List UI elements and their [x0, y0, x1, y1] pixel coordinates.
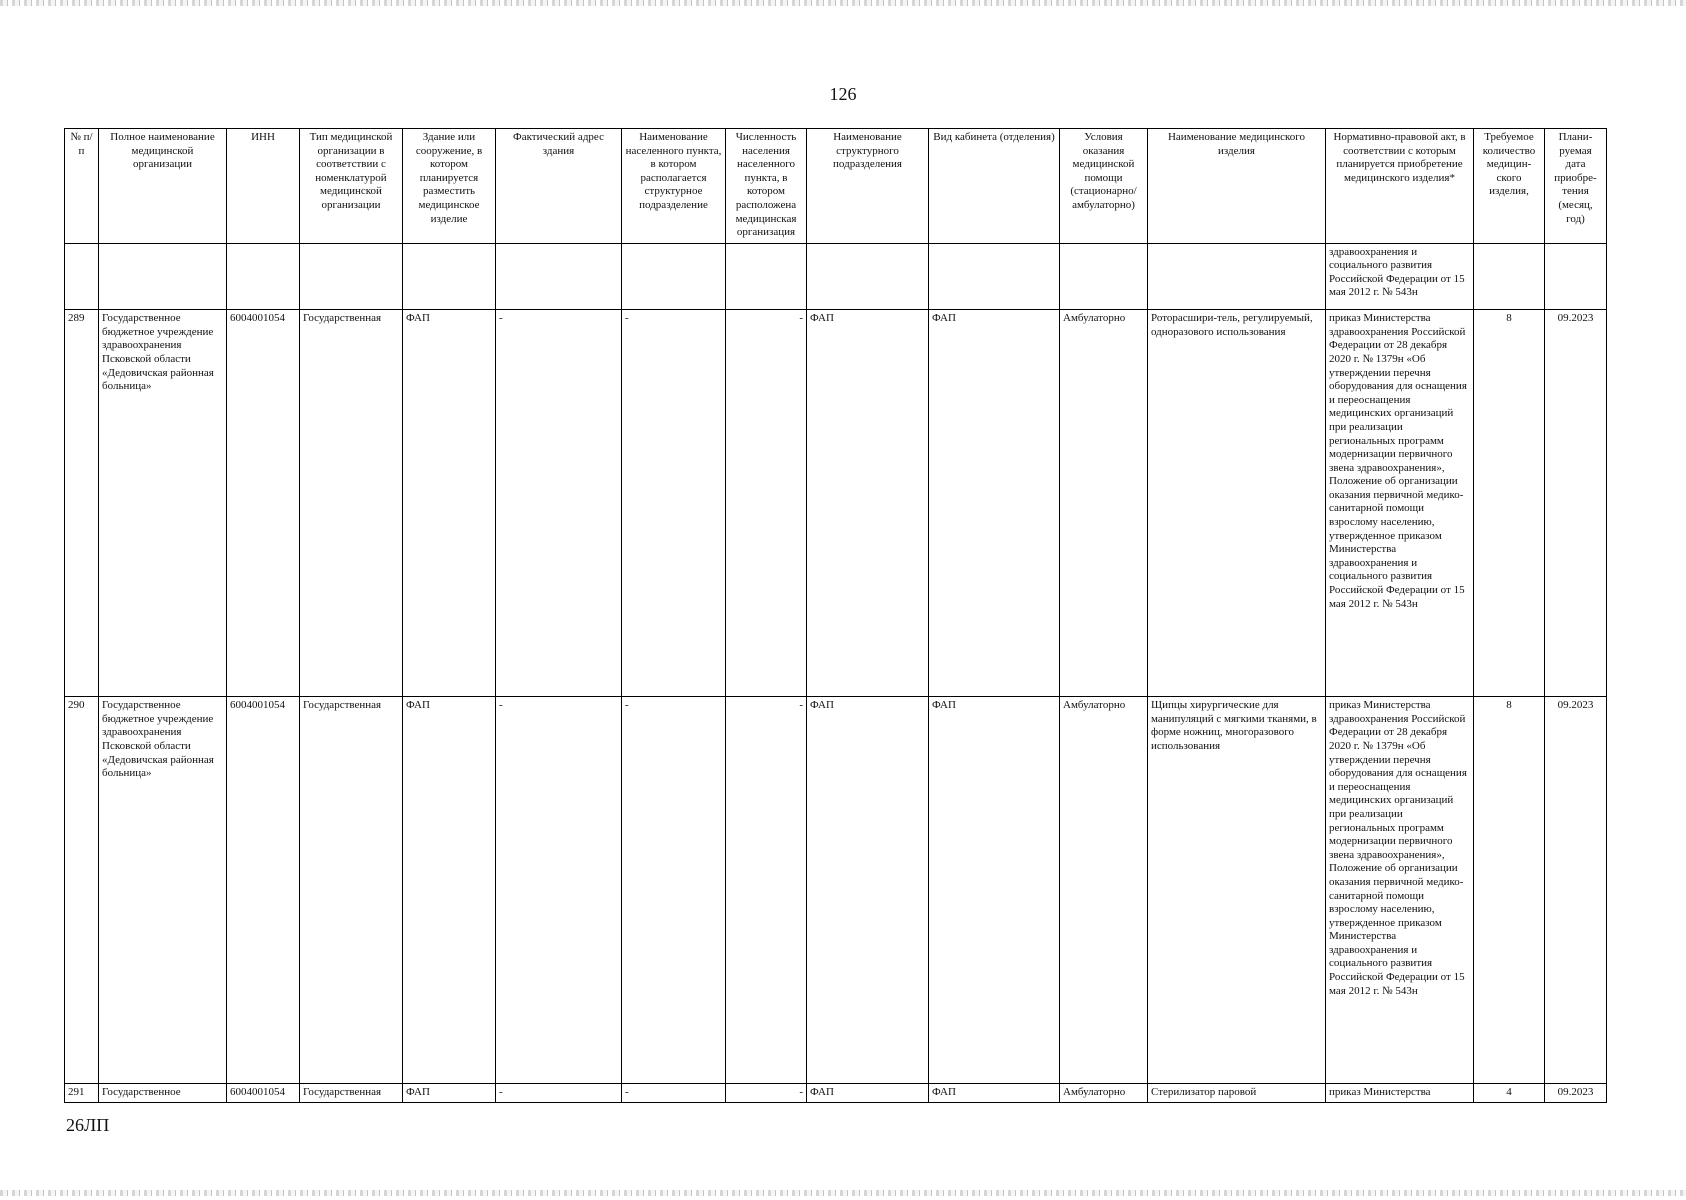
cell-type: Государственная — [300, 1084, 403, 1103]
table-row — [65, 1084, 1607, 1103]
cell-act: приказ Министерства здравоохранения Российской Федерации от 28 декабря 2020 г. № 1379н «Об утверждении перечня оборудования для оснащения и переоснащения медицинских организаций при реализации региональных программ модернизации первичного звена здравоохранения», Положение об организации оказания первичной медико-санитарной помощи взрослому населению, утвержденное приказом Министерства здравоохранения и социального развития Российской Федерации от 15 мая 2012 г. № 543н — [1326, 310, 1474, 697]
cell-building: ФАП — [403, 310, 496, 697]
cell-population: - — [726, 697, 807, 1084]
cell-population: - — [726, 310, 807, 697]
cell-population: - — [726, 1084, 807, 1103]
cell-unit: ФАП — [807, 1084, 929, 1103]
col-header-org: Полное наименование медицинской организации — [99, 129, 227, 244]
col-header-address: Фактический адрес здания — [496, 129, 622, 244]
cell-unit: ФАП — [807, 310, 929, 697]
cell-device: Роторасшири-тель, регулируемый, одноразового использования — [1148, 310, 1326, 697]
cell-settlement: - — [622, 310, 726, 697]
document-code: 26ЛП — [66, 1115, 110, 1135]
table-row — [65, 697, 1607, 1084]
col-header-inn: ИНН — [227, 129, 300, 244]
scan-edge-bottom — [0, 1190, 1686, 1196]
cell-qty: 8 — [1474, 697, 1545, 1084]
cell-org: Государственное бюджетное учреждение здравоохранения Псковской области «Дедовичская районная больница» — [99, 697, 227, 1084]
table-header-row — [65, 129, 1607, 244]
table-row — [65, 310, 1607, 697]
cell-conditions: Амбулаторно — [1060, 310, 1148, 697]
col-header-date: Плани-руемая дата приобре-тения (месяц, год) — [1545, 129, 1607, 244]
cell-address: - — [496, 697, 622, 1084]
cell-conditions: Амбулаторно — [1060, 1084, 1148, 1103]
cell-device: Щипцы хирургические для манипуляций с мягкими тканями, в форме ножниц, многоразового использования — [1148, 697, 1326, 1084]
cell-act-continuation: здравоохранения и социального развития Российской Федерации от 15 мая 2012 г. № 543н — [1326, 243, 1474, 310]
cell-building: ФАП — [403, 697, 496, 1084]
cell-conditions: Амбулаторно — [1060, 697, 1148, 1084]
col-header-type: Тип медицинской организации в соответствии с номенклатурой медицинской организации — [300, 129, 403, 244]
cell-num: 290 — [65, 697, 99, 1084]
page-number: 126 — [829, 84, 857, 104]
cell-qty: 4 — [1474, 1084, 1545, 1103]
cell-date: 09.2023 — [1545, 1084, 1607, 1103]
cell-address: - — [496, 1084, 622, 1103]
cell-cabinet: ФАП — [929, 310, 1060, 697]
cell-address: - — [496, 310, 622, 697]
cell-unit: ФАП — [807, 697, 929, 1084]
col-header-unit: Наименование структурного подразделения — [807, 129, 929, 244]
col-header-act: Нормативно-правовой акт, в соответствии с которым планируется приобретение медицинского изделия* — [1326, 129, 1474, 244]
cell-num: 289 — [65, 310, 99, 697]
cell-qty: 8 — [1474, 310, 1545, 697]
cell-device: Стерилизатор паровой — [1148, 1084, 1326, 1103]
col-header-building: Здание или сооружение, в котором планируется разместить медицинское изделие — [403, 129, 496, 244]
col-header-population: Численность населения населенного пункта, в котором расположена медицинская организация — [726, 129, 807, 244]
cell-settlement: - — [622, 697, 726, 1084]
cell-act: приказ Министерства здравоохранения Российской Федерации от 28 декабря 2020 г. № 1379н «Об утверждении перечня оборудования для оснащения и переоснащения медицинских организаций при реализации региональных программ модернизации первичного звена здравоохранения», Положение об организации оказания первичной медико-санитарной помощи взрослому населению, утвержденное приказом Министерства здравоохранения и социального развития Российской Федерации от 15 мая 2012 г. № 543н — [1326, 697, 1474, 1084]
cell-inn: 6004001054 — [227, 310, 300, 697]
col-header-device: Наименование медицинского изделия — [1148, 129, 1326, 244]
col-header-settlement: Наименование населенного пункта, в котором располагается структурное подразделение — [622, 129, 726, 244]
cell-building: ФАП — [403, 1084, 496, 1103]
col-header-conditions: Условия оказания медицинской помощи (стационарно/ амбулаторно) — [1060, 129, 1148, 244]
cell-org: Государственное бюджетное учреждение здравоохранения Псковской области «Дедовичская районная больница» — [99, 310, 227, 697]
cell-org: Государственное — [99, 1084, 227, 1103]
col-header-num: № п/п — [65, 129, 99, 244]
col-header-cabinet: Вид кабинета (отделения) — [929, 129, 1060, 244]
cell-date: 09.2023 — [1545, 310, 1607, 697]
cell-type: Государственная — [300, 697, 403, 1084]
cell-settlement: - — [622, 1084, 726, 1103]
cell-cabinet: ФАП — [929, 697, 1060, 1084]
table-row-continuation — [65, 243, 1607, 310]
equipment-register-table — [64, 128, 1607, 1103]
scan-edge-top — [0, 0, 1686, 6]
cell-cabinet: ФАП — [929, 1084, 1060, 1103]
cell-act: приказ Министерства — [1326, 1084, 1474, 1103]
col-header-qty: Требуемое количество медицин-ского изделия, — [1474, 129, 1545, 244]
cell-num: 291 — [65, 1084, 99, 1103]
cell-inn: 6004001054 — [227, 1084, 300, 1103]
cell-inn: 6004001054 — [227, 697, 300, 1084]
cell-type: Государственная — [300, 310, 403, 697]
cell-date: 09.2023 — [1545, 697, 1607, 1084]
